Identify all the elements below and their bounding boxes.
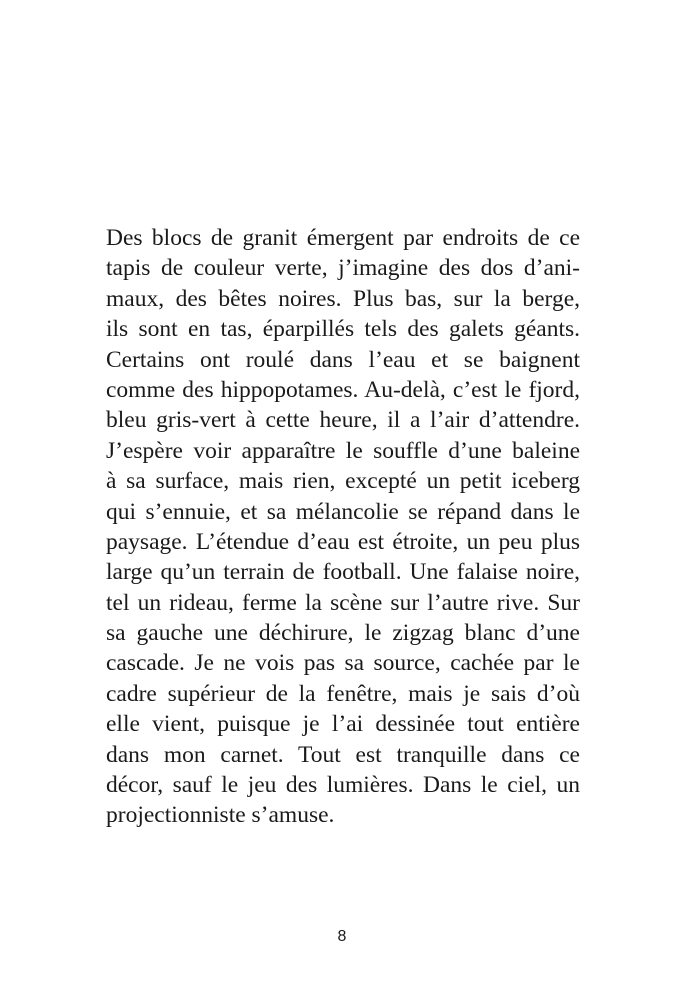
text-line: paysage. L’étendue d’eau est étroite, un peu plus xyxy=(106,528,580,555)
text-line: cadre supérieur de la fenêtre, mais je sais d’où xyxy=(106,680,580,707)
text-line: large qu’un terrain de football. Une falaise noire, xyxy=(106,559,580,586)
text-line: Certains ont roulé dans l’eau et se baignent xyxy=(106,346,580,373)
text-line: tapis de couleur verte, j’imagine des dos d’ani- xyxy=(106,255,580,282)
text-line: elle vient, puisque je l’ai dessinée tout entière xyxy=(106,711,580,738)
text-line: J’espère voir apparaître le souffle d’une baleine xyxy=(106,437,580,464)
text-line: bleu gris-vert à cette heure, il a l’air d’attendre. xyxy=(106,407,580,434)
text-line: à sa surface, mais rien, excepté un petit iceberg xyxy=(106,468,580,495)
text-line: décor, sauf le jeu des lumières. Dans le ciel, un xyxy=(106,772,580,799)
text-line-last: projectionniste s’amuse. xyxy=(106,802,335,829)
page-number: 8 xyxy=(337,928,347,945)
text-line: comme des hippopotames. Au-delà, c’est le fjord, xyxy=(106,376,580,403)
text-line: cascade. Je ne vois pas sa source, cachée par le xyxy=(106,650,580,677)
text-line: ils sont en tas, éparpillés tels des galets géants. xyxy=(106,316,580,343)
text-line: dans mon carnet. Tout est tranquille dans ce xyxy=(106,741,580,768)
text-line: tel un rideau, ferme la scène sur l’autre rive. Sur xyxy=(106,589,580,616)
text-line: qui s’ennuie, et sa mélancolie se répand dans le xyxy=(106,498,580,525)
body-paragraph xyxy=(106,223,580,831)
text-line: sa gauche une déchirure, le zigzag blanc d’une xyxy=(106,620,580,647)
text-line: maux, des bêtes noires. Plus bas, sur la berge, xyxy=(106,285,580,312)
text-line: Des blocs de granit émergent par endroits de ce xyxy=(106,225,580,251)
